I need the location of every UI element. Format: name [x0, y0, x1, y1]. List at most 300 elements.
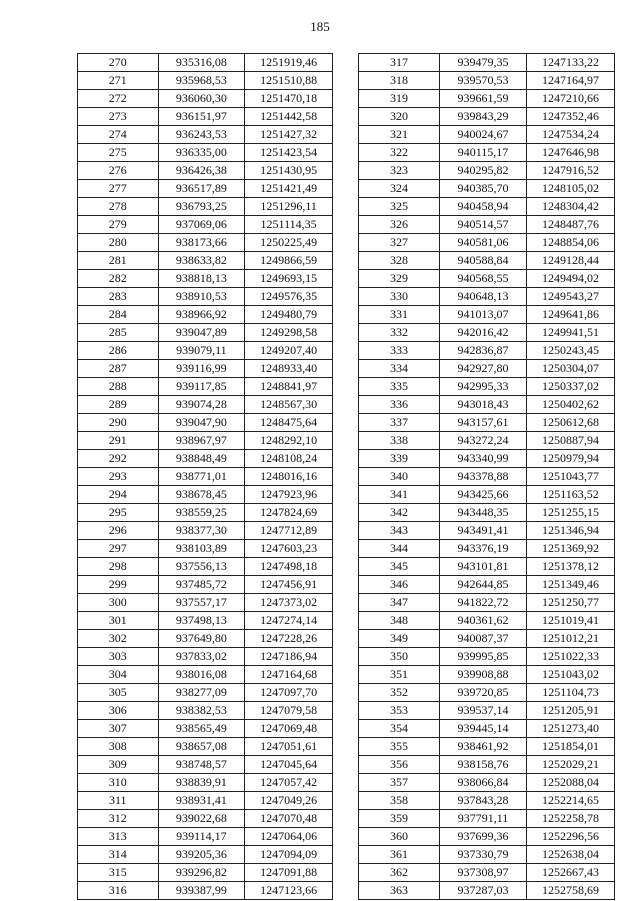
x-coordinate-cell: 940115,17 — [440, 144, 527, 162]
point-number-cell: 310 — [78, 774, 159, 792]
x-coordinate-cell: 942016,42 — [440, 324, 527, 342]
table-row — [78, 684, 333, 702]
x-coordinate-cell: 938678,45 — [158, 486, 245, 504]
x-coordinate-cell: 937843,28 — [440, 792, 527, 810]
x-coordinate-cell: 938771,01 — [158, 468, 245, 486]
table-row — [359, 828, 615, 846]
y-coordinate-cell: 1250337,02 — [527, 378, 615, 396]
y-coordinate-cell: 1248487,76 — [527, 216, 615, 234]
point-number-cell: 360 — [359, 828, 440, 846]
y-coordinate-cell: 1247534,24 — [527, 126, 615, 144]
point-number-cell: 356 — [359, 756, 440, 774]
point-number-cell: 362 — [359, 864, 440, 882]
table-row — [359, 360, 615, 378]
table-row — [78, 522, 333, 540]
y-coordinate-cell: 1250612,68 — [527, 414, 615, 432]
x-coordinate-cell: 939114,17 — [158, 828, 245, 846]
y-coordinate-cell: 1247094,09 — [245, 846, 333, 864]
y-coordinate-cell: 1250304,07 — [527, 360, 615, 378]
point-number-cell: 279 — [78, 216, 159, 234]
x-coordinate-cell: 939022,68 — [158, 810, 245, 828]
y-coordinate-cell: 1251019,41 — [527, 612, 615, 630]
point-number-cell: 339 — [359, 450, 440, 468]
point-number-cell: 289 — [78, 396, 159, 414]
y-coordinate-cell: 1248105,02 — [527, 180, 615, 198]
y-coordinate-cell: 1247164,97 — [527, 72, 615, 90]
x-coordinate-cell: 939387,99 — [158, 882, 245, 900]
point-number-cell: 311 — [78, 792, 159, 810]
coordinates-table-right — [358, 53, 615, 900]
table-row — [78, 72, 333, 90]
y-coordinate-cell: 1247057,42 — [245, 774, 333, 792]
point-number-cell: 270 — [78, 54, 159, 72]
point-number-cell: 314 — [78, 846, 159, 864]
point-number-cell: 333 — [359, 342, 440, 360]
y-coordinate-cell: 1247456,91 — [245, 576, 333, 594]
y-coordinate-cell: 1247712,89 — [245, 522, 333, 540]
table-row — [78, 738, 333, 756]
point-number-cell: 359 — [359, 810, 440, 828]
table-row — [359, 378, 615, 396]
point-number-cell: 293 — [78, 468, 159, 486]
table-row — [359, 414, 615, 432]
point-number-cell: 308 — [78, 738, 159, 756]
point-number-cell: 295 — [78, 504, 159, 522]
point-number-cell: 328 — [359, 252, 440, 270]
x-coordinate-cell: 938966,92 — [158, 306, 245, 324]
x-coordinate-cell: 938565,49 — [158, 720, 245, 738]
table-row — [359, 252, 615, 270]
x-coordinate-cell: 938559,25 — [158, 504, 245, 522]
table-row — [78, 198, 333, 216]
point-number-cell: 353 — [359, 702, 440, 720]
coordinates-table-left-body — [78, 54, 333, 900]
x-coordinate-cell: 935968,53 — [158, 72, 245, 90]
page-number: 185 — [310, 19, 330, 34]
point-number-cell: 300 — [78, 594, 159, 612]
x-coordinate-cell: 943425,66 — [440, 486, 527, 504]
x-coordinate-cell: 940458,94 — [440, 198, 527, 216]
point-number-cell: 287 — [78, 360, 159, 378]
point-number-cell: 276 — [78, 162, 159, 180]
table-row — [78, 306, 333, 324]
table-row — [78, 414, 333, 432]
y-coordinate-cell: 1247064,06 — [245, 828, 333, 846]
table-row — [78, 396, 333, 414]
y-coordinate-cell: 1251854,01 — [527, 738, 615, 756]
table-row — [78, 162, 333, 180]
x-coordinate-cell: 939908,88 — [440, 666, 527, 684]
table-row — [359, 504, 615, 522]
point-number-cell: 321 — [359, 126, 440, 144]
y-coordinate-cell: 1252258,78 — [527, 810, 615, 828]
y-coordinate-cell: 1247498,18 — [245, 558, 333, 576]
table-row — [78, 486, 333, 504]
point-number-cell: 292 — [78, 450, 159, 468]
y-coordinate-cell: 1249207,40 — [245, 342, 333, 360]
y-coordinate-cell: 1251043,02 — [527, 666, 615, 684]
table-row — [359, 90, 615, 108]
y-coordinate-cell: 1251163,52 — [527, 486, 615, 504]
x-coordinate-cell: 937485,72 — [158, 576, 245, 594]
x-coordinate-cell: 942995,33 — [440, 378, 527, 396]
x-coordinate-cell: 939479,35 — [440, 54, 527, 72]
y-coordinate-cell: 1247045,64 — [245, 756, 333, 774]
table-row — [78, 774, 333, 792]
x-coordinate-cell: 939537,14 — [440, 702, 527, 720]
table-row — [78, 810, 333, 828]
point-number-cell: 273 — [78, 108, 159, 126]
y-coordinate-cell: 1250402,62 — [527, 396, 615, 414]
point-number-cell: 291 — [78, 432, 159, 450]
table-row — [78, 90, 333, 108]
x-coordinate-cell: 940295,82 — [440, 162, 527, 180]
point-number-cell: 299 — [78, 576, 159, 594]
x-coordinate-cell: 936793,25 — [158, 198, 245, 216]
point-number-cell: 272 — [78, 90, 159, 108]
y-coordinate-cell: 1247049,26 — [245, 792, 333, 810]
table-row — [78, 666, 333, 684]
y-coordinate-cell: 1247091,88 — [245, 864, 333, 882]
y-coordinate-cell: 1248854,06 — [527, 234, 615, 252]
x-coordinate-cell: 937069,06 — [158, 216, 245, 234]
table-row — [359, 702, 615, 720]
x-coordinate-cell: 937556,13 — [158, 558, 245, 576]
y-coordinate-cell: 1247164,68 — [245, 666, 333, 684]
x-coordinate-cell: 939079,11 — [158, 342, 245, 360]
point-number-cell: 349 — [359, 630, 440, 648]
x-coordinate-cell: 938173,66 — [158, 234, 245, 252]
x-coordinate-cell: 938016,08 — [158, 666, 245, 684]
x-coordinate-cell: 938657,08 — [158, 738, 245, 756]
x-coordinate-cell: 938910,53 — [158, 288, 245, 306]
point-number-cell: 324 — [359, 180, 440, 198]
y-coordinate-cell: 1251430,95 — [245, 162, 333, 180]
x-coordinate-cell: 937287,03 — [440, 882, 527, 900]
point-number-cell: 332 — [359, 324, 440, 342]
y-coordinate-cell: 1251022,33 — [527, 648, 615, 666]
y-coordinate-cell: 1247824,69 — [245, 504, 333, 522]
point-number-cell: 304 — [78, 666, 159, 684]
point-number-cell: 329 — [359, 270, 440, 288]
point-number-cell: 334 — [359, 360, 440, 378]
table-row — [78, 342, 333, 360]
point-number-cell: 338 — [359, 432, 440, 450]
point-number-cell: 296 — [78, 522, 159, 540]
table-row — [78, 612, 333, 630]
point-number-cell: 358 — [359, 792, 440, 810]
y-coordinate-cell: 1252088,04 — [527, 774, 615, 792]
y-coordinate-cell: 1247079,58 — [245, 702, 333, 720]
y-coordinate-cell: 1248841,97 — [245, 378, 333, 396]
y-coordinate-cell: 1247923,96 — [245, 486, 333, 504]
y-coordinate-cell: 1252214,65 — [527, 792, 615, 810]
y-coordinate-cell: 1251470,18 — [245, 90, 333, 108]
table-row — [78, 846, 333, 864]
x-coordinate-cell: 937308,97 — [440, 864, 527, 882]
point-number-cell: 317 — [359, 54, 440, 72]
x-coordinate-cell: 939296,82 — [158, 864, 245, 882]
y-coordinate-cell: 1251346,94 — [527, 522, 615, 540]
x-coordinate-cell: 939570,53 — [440, 72, 527, 90]
table-row — [78, 558, 333, 576]
table-row — [359, 738, 615, 756]
point-number-cell: 302 — [78, 630, 159, 648]
table-row — [359, 468, 615, 486]
point-number-cell: 278 — [78, 198, 159, 216]
x-coordinate-cell: 940648,13 — [440, 288, 527, 306]
table-row — [78, 756, 333, 774]
x-coordinate-cell: 943157,61 — [440, 414, 527, 432]
x-coordinate-cell: 936517,89 — [158, 180, 245, 198]
table-row — [359, 864, 615, 882]
table-row — [78, 288, 333, 306]
x-coordinate-cell: 942836,87 — [440, 342, 527, 360]
point-number-cell: 352 — [359, 684, 440, 702]
x-coordinate-cell: 943018,43 — [440, 396, 527, 414]
table-row — [78, 432, 333, 450]
y-coordinate-cell: 1248933,40 — [245, 360, 333, 378]
x-coordinate-cell: 939661,59 — [440, 90, 527, 108]
point-number-cell: 340 — [359, 468, 440, 486]
table-row — [359, 162, 615, 180]
point-number-cell: 326 — [359, 216, 440, 234]
table-row — [78, 252, 333, 270]
x-coordinate-cell: 939074,28 — [158, 396, 245, 414]
y-coordinate-cell: 1247210,66 — [527, 90, 615, 108]
table-row — [78, 882, 333, 900]
point-number-cell: 309 — [78, 756, 159, 774]
table-row — [359, 792, 615, 810]
y-coordinate-cell: 1249866,59 — [245, 252, 333, 270]
y-coordinate-cell: 1248304,42 — [527, 198, 615, 216]
x-coordinate-cell: 939445,14 — [440, 720, 527, 738]
y-coordinate-cell: 1251114,35 — [245, 216, 333, 234]
point-number-cell: 344 — [359, 540, 440, 558]
y-coordinate-cell: 1249641,86 — [527, 306, 615, 324]
x-coordinate-cell: 938848,49 — [158, 450, 245, 468]
x-coordinate-cell: 936151,97 — [158, 108, 245, 126]
point-number-cell: 312 — [78, 810, 159, 828]
x-coordinate-cell: 936243,53 — [158, 126, 245, 144]
point-number-cell: 306 — [78, 702, 159, 720]
point-number-cell: 337 — [359, 414, 440, 432]
x-coordinate-cell: 943491,41 — [440, 522, 527, 540]
table-row — [78, 216, 333, 234]
point-number-cell: 303 — [78, 648, 159, 666]
y-coordinate-cell: 1251273,40 — [527, 720, 615, 738]
coordinates-table-left — [77, 53, 333, 900]
x-coordinate-cell: 941013,07 — [440, 306, 527, 324]
x-coordinate-cell: 940581,06 — [440, 234, 527, 252]
x-coordinate-cell: 937498,13 — [158, 612, 245, 630]
table-row — [359, 144, 615, 162]
point-number-cell: 331 — [359, 306, 440, 324]
x-coordinate-cell: 942644,85 — [440, 576, 527, 594]
y-coordinate-cell: 1247274,14 — [245, 612, 333, 630]
y-coordinate-cell: 1247069,48 — [245, 720, 333, 738]
point-number-cell: 354 — [359, 720, 440, 738]
y-coordinate-cell: 1251205,91 — [527, 702, 615, 720]
y-coordinate-cell: 1247352,46 — [527, 108, 615, 126]
table-row — [359, 342, 615, 360]
y-coordinate-cell: 1250225,49 — [245, 234, 333, 252]
table-row — [359, 198, 615, 216]
point-number-cell: 284 — [78, 306, 159, 324]
x-coordinate-cell: 936335,00 — [158, 144, 245, 162]
table-row — [359, 54, 615, 72]
table-row — [78, 540, 333, 558]
y-coordinate-cell: 1249128,44 — [527, 252, 615, 270]
table-row — [359, 522, 615, 540]
x-coordinate-cell: 939843,29 — [440, 108, 527, 126]
table-row — [359, 108, 615, 126]
x-coordinate-cell: 935316,08 — [158, 54, 245, 72]
y-coordinate-cell: 1248475,64 — [245, 414, 333, 432]
x-coordinate-cell: 938748,57 — [158, 756, 245, 774]
table-row — [78, 180, 333, 198]
y-coordinate-cell: 1250979,94 — [527, 450, 615, 468]
point-number-cell: 342 — [359, 504, 440, 522]
x-coordinate-cell: 937557,17 — [158, 594, 245, 612]
y-coordinate-cell: 1251043,77 — [527, 468, 615, 486]
y-coordinate-cell: 1250243,45 — [527, 342, 615, 360]
y-coordinate-cell: 1251378,12 — [527, 558, 615, 576]
table-row — [359, 612, 615, 630]
point-number-cell: 361 — [359, 846, 440, 864]
point-number-cell: 301 — [78, 612, 159, 630]
table-row — [359, 540, 615, 558]
y-coordinate-cell: 1249693,15 — [245, 270, 333, 288]
point-number-cell: 274 — [78, 126, 159, 144]
y-coordinate-cell: 1248108,24 — [245, 450, 333, 468]
x-coordinate-cell: 943448,35 — [440, 504, 527, 522]
y-coordinate-cell: 1251296,11 — [245, 198, 333, 216]
y-coordinate-cell: 1249543,27 — [527, 288, 615, 306]
table-row — [78, 450, 333, 468]
point-number-cell: 325 — [359, 198, 440, 216]
table-row — [359, 72, 615, 90]
point-number-cell: 290 — [78, 414, 159, 432]
x-coordinate-cell: 938382,53 — [158, 702, 245, 720]
y-coordinate-cell: 1248016,16 — [245, 468, 333, 486]
table-row — [78, 576, 333, 594]
table-row — [359, 630, 615, 648]
point-number-cell: 305 — [78, 684, 159, 702]
x-coordinate-cell: 940514,57 — [440, 216, 527, 234]
table-row — [359, 684, 615, 702]
table-row — [359, 810, 615, 828]
table-row — [78, 792, 333, 810]
x-coordinate-cell: 943101,81 — [440, 558, 527, 576]
point-number-cell: 346 — [359, 576, 440, 594]
x-coordinate-cell: 938277,09 — [158, 684, 245, 702]
x-coordinate-cell: 938967,97 — [158, 432, 245, 450]
x-coordinate-cell: 938377,30 — [158, 522, 245, 540]
table-row — [78, 468, 333, 486]
coordinates-table-right-body — [359, 54, 615, 900]
point-number-cell: 316 — [78, 882, 159, 900]
table-row — [78, 324, 333, 342]
x-coordinate-cell: 938158,76 — [440, 756, 527, 774]
point-number-cell: 351 — [359, 666, 440, 684]
point-number-cell: 335 — [359, 378, 440, 396]
y-coordinate-cell: 1251349,46 — [527, 576, 615, 594]
x-coordinate-cell: 939117,85 — [158, 378, 245, 396]
x-coordinate-cell: 937330,79 — [440, 846, 527, 864]
x-coordinate-cell: 938931,41 — [158, 792, 245, 810]
point-number-cell: 347 — [359, 594, 440, 612]
y-coordinate-cell: 1252638,04 — [527, 846, 615, 864]
y-coordinate-cell: 1252758,69 — [527, 882, 615, 900]
table-row — [359, 666, 615, 684]
y-coordinate-cell: 1251104,73 — [527, 684, 615, 702]
table-row — [359, 432, 615, 450]
x-coordinate-cell: 938839,91 — [158, 774, 245, 792]
x-coordinate-cell: 936060,30 — [158, 90, 245, 108]
x-coordinate-cell: 938461,92 — [440, 738, 527, 756]
table-row — [359, 486, 615, 504]
y-coordinate-cell: 1251510,88 — [245, 72, 333, 90]
point-number-cell: 313 — [78, 828, 159, 846]
x-coordinate-cell: 939047,89 — [158, 324, 245, 342]
y-coordinate-cell: 1247186,94 — [245, 648, 333, 666]
x-coordinate-cell: 940024,67 — [440, 126, 527, 144]
y-coordinate-cell: 1251442,58 — [245, 108, 333, 126]
table-row — [78, 108, 333, 126]
point-number-cell: 323 — [359, 162, 440, 180]
table-row — [359, 306, 615, 324]
x-coordinate-cell: 940361,62 — [440, 612, 527, 630]
table-row — [78, 144, 333, 162]
point-number-cell: 275 — [78, 144, 159, 162]
table-row — [359, 270, 615, 288]
x-coordinate-cell: 938066,84 — [440, 774, 527, 792]
point-number-cell: 280 — [78, 234, 159, 252]
y-coordinate-cell: 1249480,79 — [245, 306, 333, 324]
y-coordinate-cell: 1249941,51 — [527, 324, 615, 342]
x-coordinate-cell: 943378,88 — [440, 468, 527, 486]
x-coordinate-cell: 937791,11 — [440, 810, 527, 828]
table-row — [78, 378, 333, 396]
point-number-cell: 318 — [359, 72, 440, 90]
point-number-cell: 327 — [359, 234, 440, 252]
x-coordinate-cell: 939116,99 — [158, 360, 245, 378]
x-coordinate-cell: 937649,80 — [158, 630, 245, 648]
point-number-cell: 286 — [78, 342, 159, 360]
table-row — [359, 450, 615, 468]
table-row — [78, 594, 333, 612]
y-coordinate-cell: 1247070,48 — [245, 810, 333, 828]
y-coordinate-cell: 1249494,02 — [527, 270, 615, 288]
x-coordinate-cell: 943340,99 — [440, 450, 527, 468]
table-row — [359, 216, 615, 234]
y-coordinate-cell: 1252667,43 — [527, 864, 615, 882]
table-row — [359, 324, 615, 342]
point-number-cell: 330 — [359, 288, 440, 306]
x-coordinate-cell: 939720,85 — [440, 684, 527, 702]
x-coordinate-cell: 937699,36 — [440, 828, 527, 846]
x-coordinate-cell: 938818,13 — [158, 270, 245, 288]
point-number-cell: 350 — [359, 648, 440, 666]
x-coordinate-cell: 938103,89 — [158, 540, 245, 558]
table-row — [78, 864, 333, 882]
y-coordinate-cell: 1251427,32 — [245, 126, 333, 144]
table-row — [78, 126, 333, 144]
table-row — [359, 774, 615, 792]
table-row — [359, 720, 615, 738]
x-coordinate-cell: 938633,82 — [158, 252, 245, 270]
